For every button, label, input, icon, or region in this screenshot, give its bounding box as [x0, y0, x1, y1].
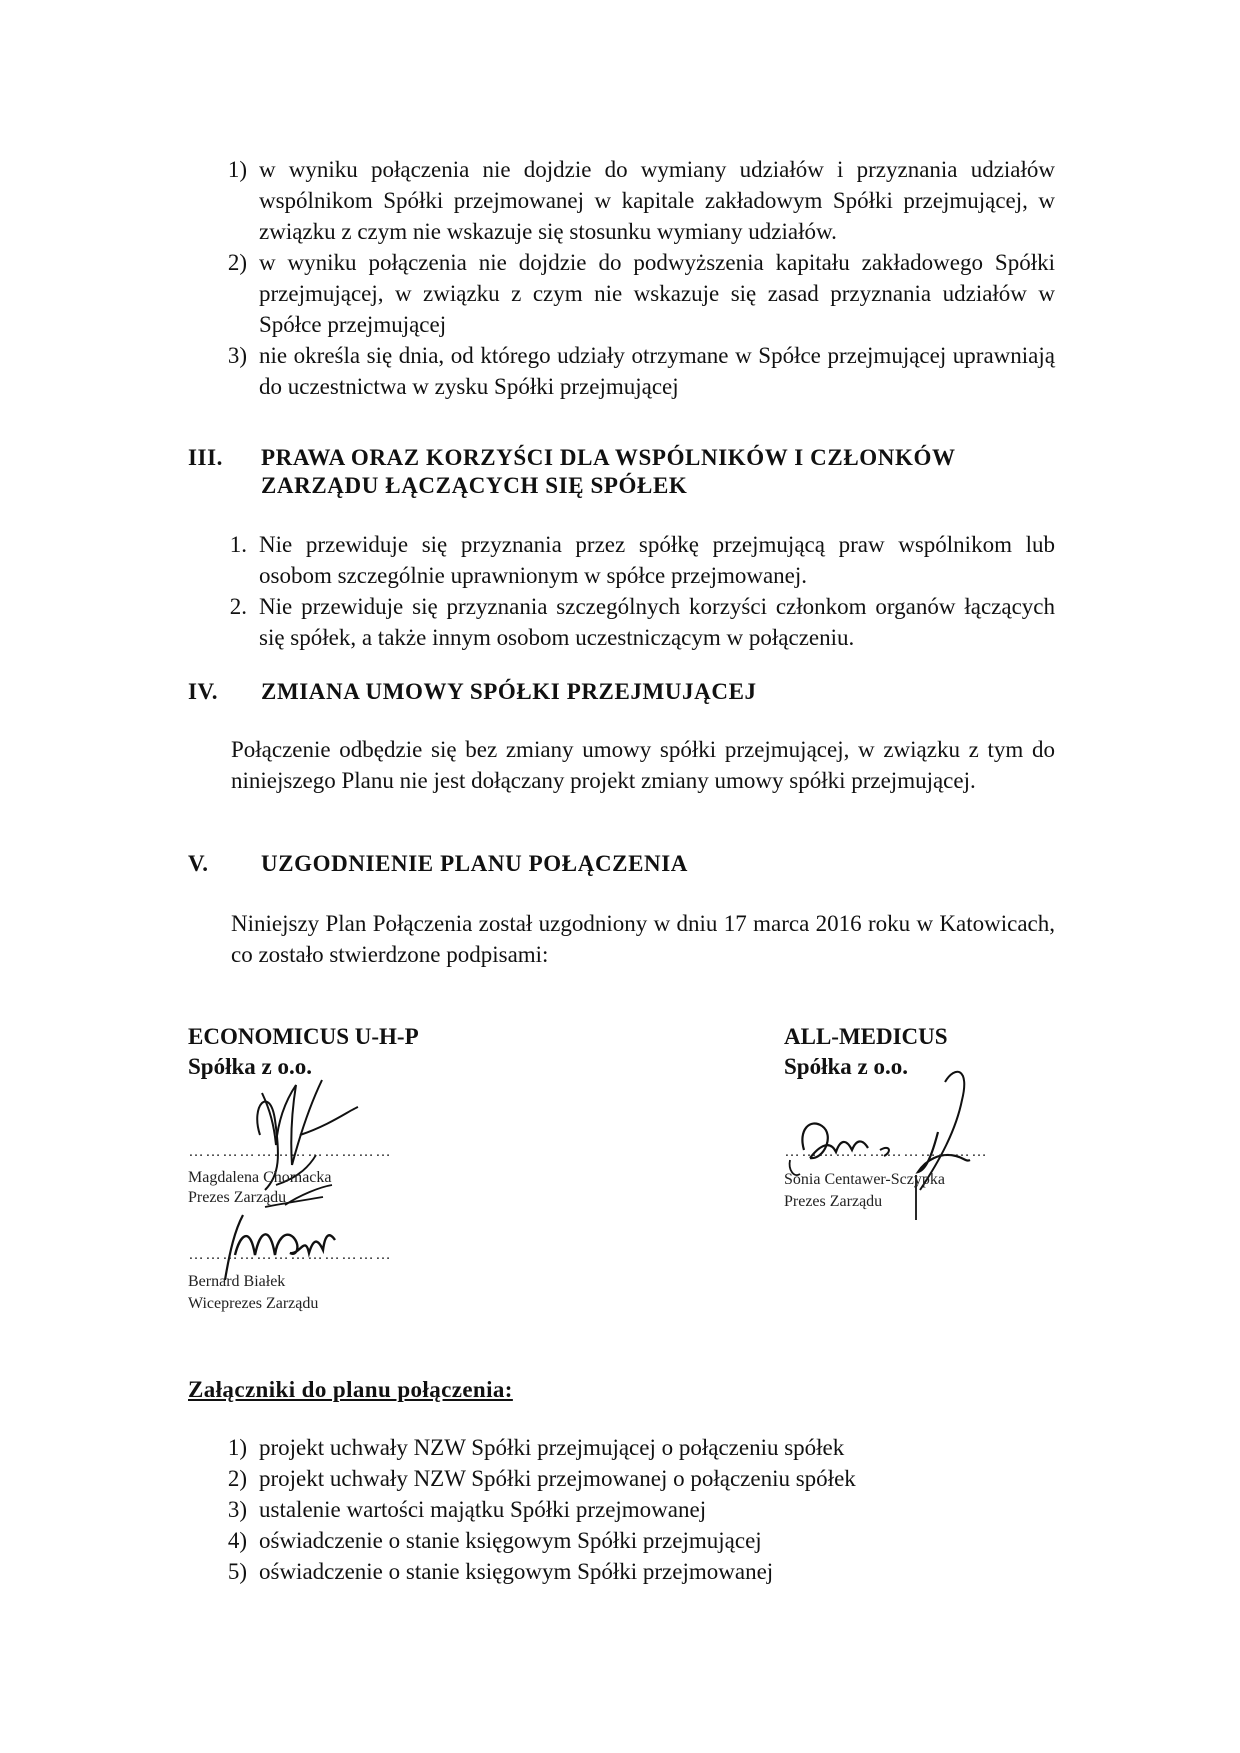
signature-line: ……………………………… [188, 1246, 392, 1263]
list-item [219, 591, 1055, 653]
list-item [219, 1525, 1055, 1556]
company-name: ECONOMICUS U-H-P [188, 1024, 419, 1049]
list-text: nie określa się dnia, od którego udziały otrzymane w Spółce przejmującej uprawniają do uczestnictwa w zysku Spółki przejmującej [259, 343, 1055, 399]
section-v-paragraph: Niniejszy Plan Połączenia został uzgodniony w dniu 17 marca 2016 roku w Katowicach, co zostało stwierdzone podpisami: [231, 911, 1055, 967]
company-form: Spółka z o.o. [188, 1054, 312, 1079]
list-number: 3) [227, 343, 247, 368]
attachments-heading: Załączniki do planu połączenia: [188, 1377, 513, 1402]
list-item [219, 529, 1055, 591]
list-text: Nie przewiduje się przyznania przez spółkę przejmującą praw wspólnikom lub osobom szczególnie uprawnionym w spółce przejmowanej. [259, 532, 1055, 588]
list-text: projekt uchwały NZW Spółki przejmowanej o połączeniu spółek [259, 1466, 856, 1491]
list-text: oświadczenie o stanie księgowym Spółki przejmującej [259, 1528, 762, 1553]
list-item [219, 1432, 1055, 1463]
list-text: oświadczenie o stanie księgowym Spółki przejmowanej [259, 1559, 774, 1584]
signature-line: ……………………………… [784, 1143, 988, 1160]
signature-line: ……………………………… [188, 1143, 392, 1160]
list-item [219, 154, 1055, 247]
company-form: Spółka z o.o. [784, 1054, 908, 1079]
section-title: PRAWA ORAZ KORZYŚCI DLA WSPÓLNIKÓW I CZŁONKÓW ZARZĄDU ŁĄCZĄCYCH SIĘ SPÓŁEK [261, 445, 956, 498]
list-number: 4) [227, 1528, 247, 1553]
list-text: w wyniku połączenia nie dojdzie do wymiany udziałów i przyznania udziałów wspólnikom Spółki przejmowanej w kapitale zakładowym Spółki przejmującej, w związku z czym nie wskazuje się stosunku wymiany udziałów. [259, 157, 1055, 244]
company-name: ALL-MEDICUS [784, 1024, 948, 1049]
list-number: 2. [229, 594, 247, 619]
section-iv-paragraph: Połączenie odbędzie się bez zmiany umowy spółki przejmującej, w związku z tym do niniejszego Planu nie jest dołączany projekt zmiany umowy spółki przejmującej. [231, 737, 1055, 793]
section-v-heading [188, 850, 1048, 878]
list-item [219, 247, 1055, 340]
list-number: 3) [227, 1497, 247, 1522]
signatory-role: Wiceprezes Zarządu [188, 1295, 319, 1312]
section-title: ZMIANA UMOWY SPÓŁKI PRZEJMUJĄCEJ [261, 679, 757, 704]
list-text: projekt uchwały NZW Spółki przejmującej o połączeniu spółek [259, 1435, 845, 1460]
list-text: Nie przewiduje się przyznania szczególnych korzyści członkom organów łączących się spółek, a także innym osobom uczestniczącym w połączeniu. [259, 594, 1055, 650]
list-number: 1) [227, 157, 247, 182]
signatory-role: Prezes Zarządu [188, 1189, 287, 1206]
list-text: ustalenie wartości majątku Spółki przejmowanej [259, 1497, 707, 1522]
section-number: III. [188, 445, 224, 470]
signatory-name: Bernard Białek [188, 1273, 286, 1290]
section-title: UZGODNIENIE PLANU POŁĄCZENIA [261, 851, 689, 876]
list-number: 1) [227, 1435, 247, 1460]
list-item [219, 1494, 1055, 1525]
list-text: w wyniku połączenia nie dojdzie do podwyższenia kapitału zakładowego Spółki przejmującej, w związku z czym nie wskazuje się zasad przyznania udziałów w Spółce przejmującej [259, 250, 1055, 337]
section-ii-list [219, 154, 1055, 402]
section-number: IV. [188, 679, 219, 704]
section-number: V. [188, 851, 209, 876]
section-iv-heading [188, 678, 1048, 706]
signatory-name: Magdalena Chomacka [188, 1169, 332, 1186]
signatory-name: Sonia Centawer-Sczypka [784, 1171, 945, 1188]
list-number: 1. [229, 532, 247, 557]
list-number: 5) [227, 1559, 247, 1584]
section-iii-list [219, 529, 1055, 653]
list-item [219, 1463, 1055, 1494]
list-item [219, 1556, 1055, 1587]
list-item [219, 340, 1055, 402]
list-number: 2) [227, 250, 247, 275]
list-number: 2) [227, 1466, 247, 1491]
attachments-list [219, 1432, 1055, 1587]
section-iii-heading [188, 444, 1048, 500]
signatory-role: Prezes Zarządu [784, 1193, 883, 1210]
